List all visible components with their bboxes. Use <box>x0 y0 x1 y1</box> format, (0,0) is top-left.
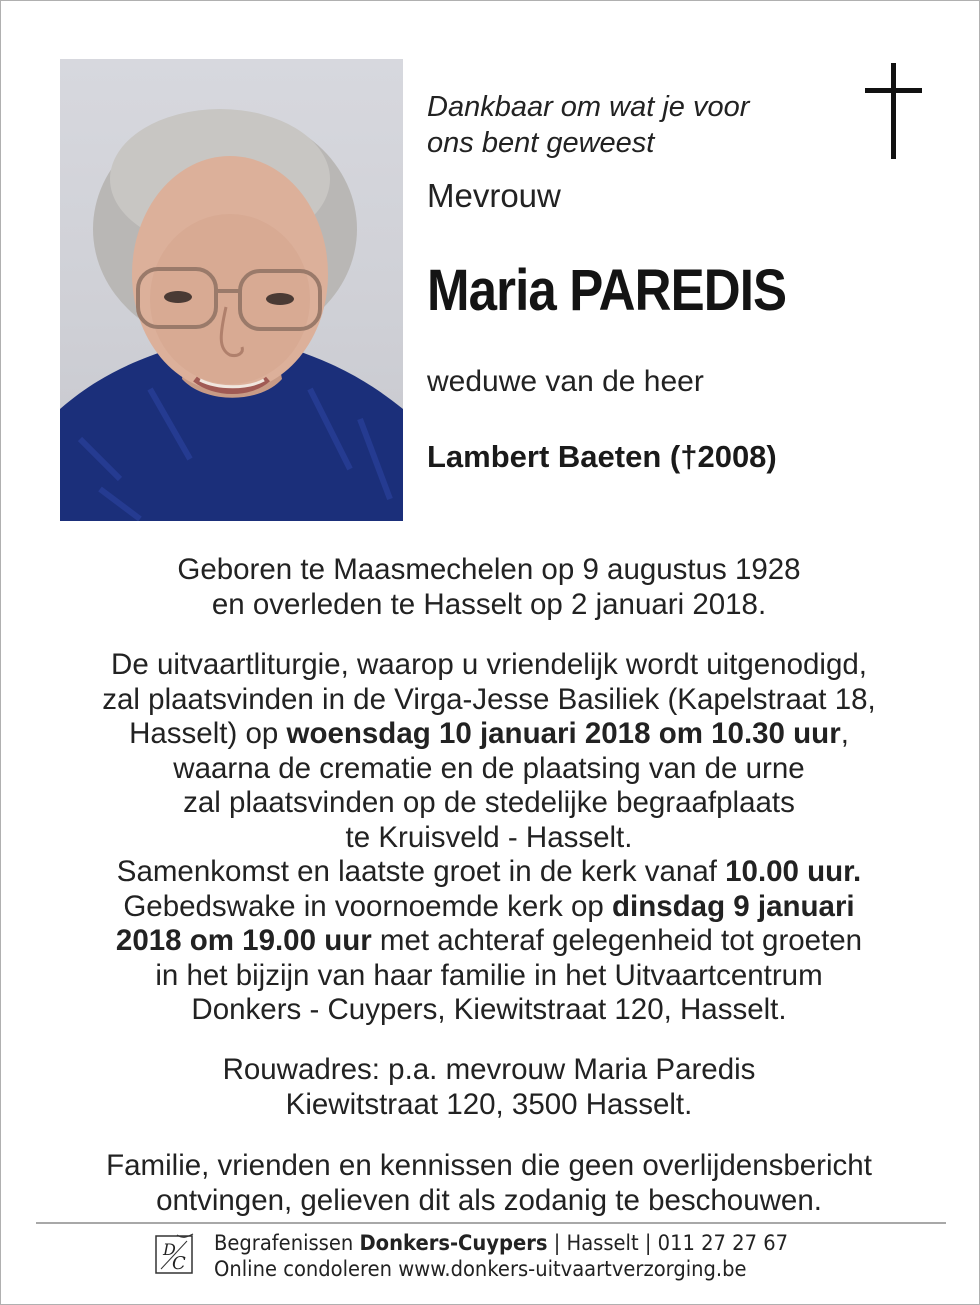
text-line: Kiewitstraat 120, 3500 Hasselt. <box>285 1087 693 1121</box>
text-run: Gebedswake in voornoemde kerk op <box>123 889 613 923</box>
company-name: Donkers-Cuypers <box>359 1231 548 1255</box>
company-phone: 011 27 27 67 <box>657 1231 789 1255</box>
svg-text:C: C <box>172 1253 186 1274</box>
vigil-time: 2018 om 19.00 uur <box>115 924 372 957</box>
text-run: Samenkomst en laatste groet in de kerk vanaf <box>116 855 726 888</box>
mourning-address <box>61 1053 917 1122</box>
company-city: Hasselt <box>566 1231 639 1255</box>
text-line: zal plaatsvinden in de Virga-Jesse Basiliek (Kapelstraat 18, <box>102 682 876 716</box>
closing-paragraph <box>61 1149 917 1218</box>
text-line: Familie, vrienden en kennissen die geen overlijdensbericht <box>106 1149 872 1182</box>
deceased-name: Maria PAREDIS <box>427 258 787 323</box>
text-line <box>61 890 917 925</box>
text-run: , <box>840 717 849 750</box>
motto-line: ons bent geweest <box>427 127 655 159</box>
text-line: in het bijzijn van haar familie in het Uitvaartcentrum <box>155 958 823 992</box>
latin-cross-icon <box>865 63 923 168</box>
text-line <box>61 855 917 890</box>
text-run: met achteraf gelegenheid tot groeten <box>371 924 863 957</box>
funeral-date: woensdag 10 januari 2018 om 10.30 uur <box>286 717 841 750</box>
footer <box>214 1230 788 1282</box>
spouse-name: Lambert Baeten (†2008) <box>427 439 777 474</box>
motto-line: Dankbaar om wat je voor <box>427 91 750 123</box>
text-line: Geboren te Maasmechelen op 9 augustus 1928 <box>177 553 801 586</box>
svg-text:D: D <box>163 1240 176 1259</box>
footer-company-line <box>214 1230 788 1256</box>
company-prefix: Begrafenissen <box>214 1231 360 1255</box>
birth-death-paragraph <box>61 553 917 622</box>
separator: | <box>547 1231 567 1255</box>
text-line: waarna de crematie en de plaatsing van de urne <box>173 751 805 785</box>
text-line: Rouwadres: p.a. mevrouw Maria Paredis <box>222 1053 756 1086</box>
portrait-photo <box>60 59 403 521</box>
text-run: Hasselt) op <box>129 717 287 750</box>
condolence-link[interactable]: Online condoleren www.donkers-uitvaartverzorging.be <box>214 1257 747 1281</box>
text-line <box>61 924 917 959</box>
separator: | <box>638 1231 658 1255</box>
divider <box>36 1222 946 1224</box>
text-line: De uitvaartliturgie, waarop u vriendelijk wordt uitgenodigd, <box>111 648 867 681</box>
text-line: te Kruisveld - Hasselt. <box>345 820 633 854</box>
text-line: Donkers - Cuypers, Kiewitstraat 120, Hasselt. <box>191 993 787 1026</box>
gathering-time: 10.00 uur. <box>725 855 862 888</box>
motto <box>427 89 749 161</box>
text-line: zal plaatsvinden op de stedelijke begraafplaats <box>183 786 795 819</box>
text-line: ontvingen, gelieven dit als zodanig te beschouwen. <box>156 1183 822 1217</box>
honorific: Mevrouw <box>427 177 561 214</box>
funeral-home-logo <box>155 1233 195 1280</box>
relation-text: weduwe van de heer <box>427 365 704 398</box>
ceremony-paragraph <box>61 648 917 1028</box>
vigil-date: dinsdag 9 januari <box>612 889 855 923</box>
text-line <box>61 717 917 752</box>
text-line: en overleden te Hasselt op 2 januari 2018. <box>211 587 767 621</box>
